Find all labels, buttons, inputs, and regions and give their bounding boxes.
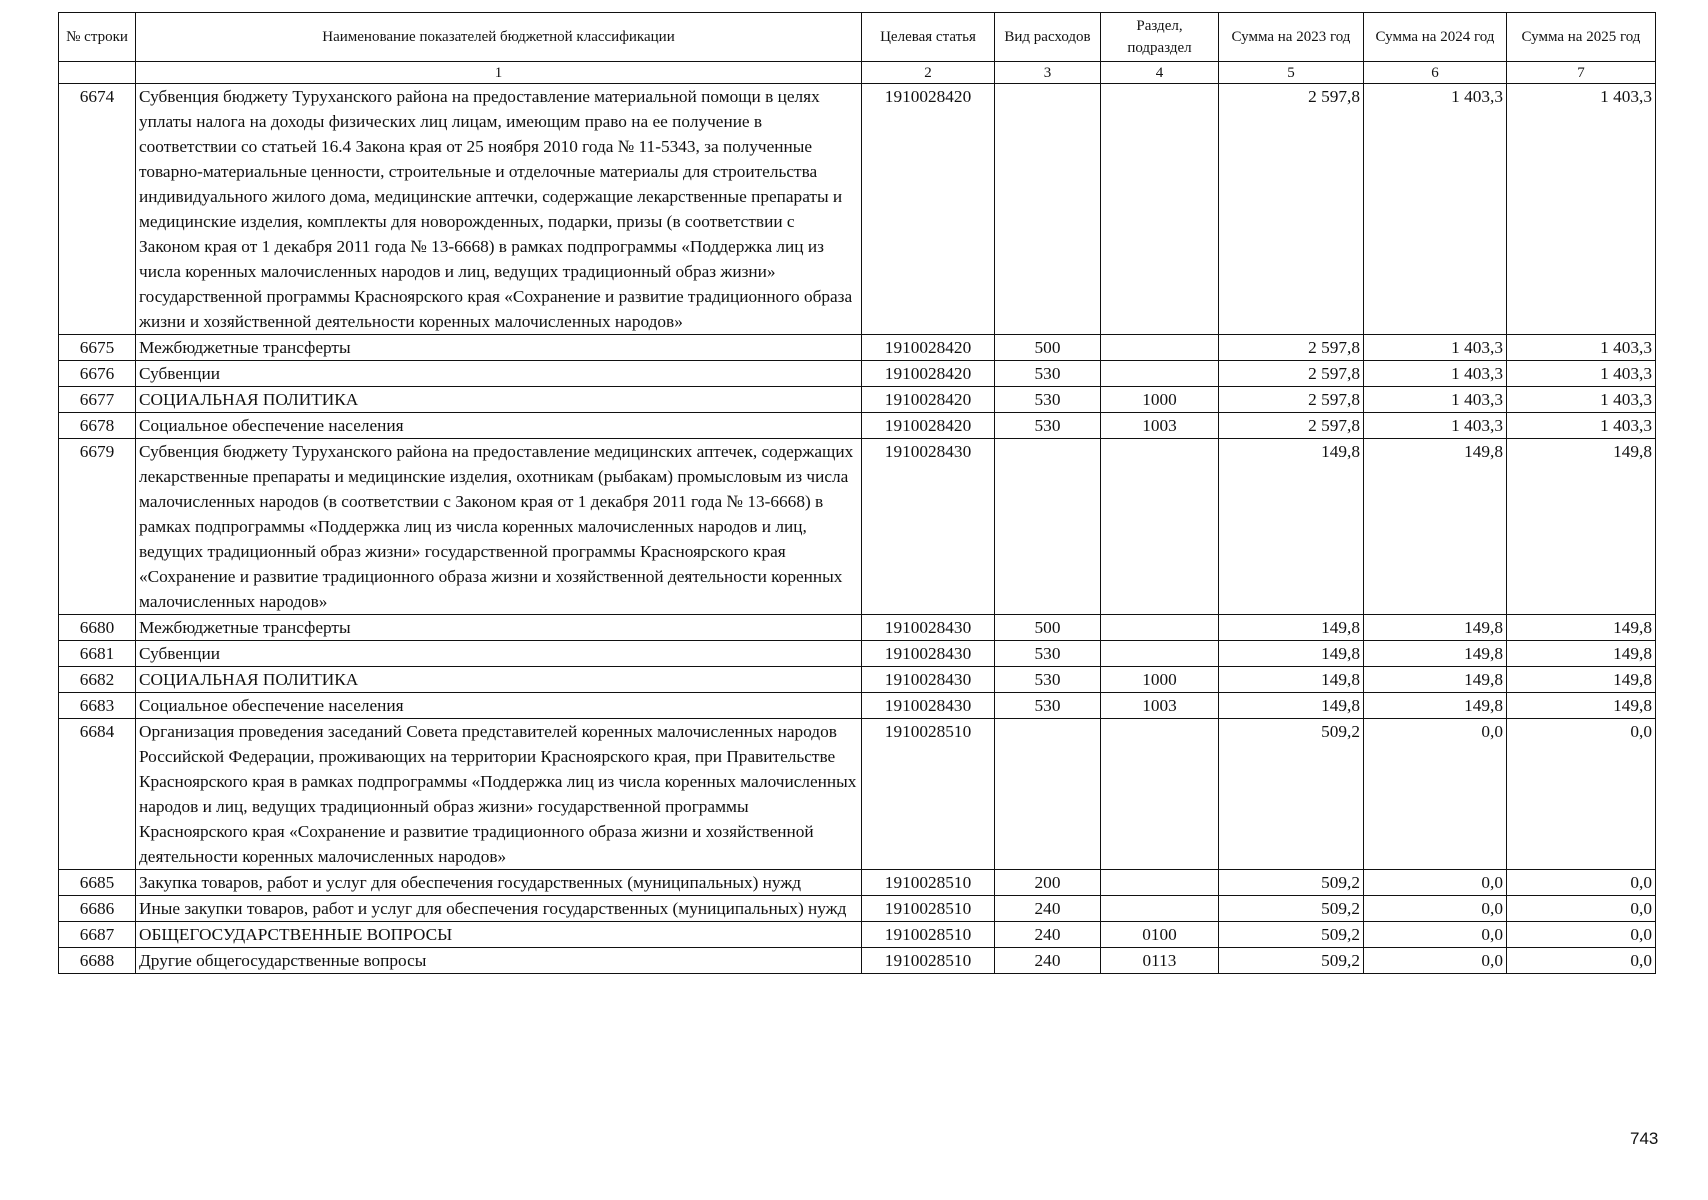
header-row-no: № строки <box>59 13 136 62</box>
header-sum-2024: Сумма на 2024 год <box>1364 13 1507 62</box>
sum-2024: 149,8 <box>1364 615 1507 641</box>
table-row <box>59 387 1656 413</box>
section-code: 0113 <box>1101 948 1219 974</box>
row-number: 6677 <box>59 387 136 413</box>
sum-2024: 0,0 <box>1364 870 1507 896</box>
sum-2025: 0,0 <box>1507 948 1656 974</box>
row-number: 6681 <box>59 641 136 667</box>
target-article: 1910028430 <box>862 641 995 667</box>
row-description: Субвенция бюджету Туруханского района на предоставление медицинских аптечек, содержащих лекарственные препараты и медицинские изделия, охотникам (рыбакам) промысловым из числа малочисленных народов (в соответствии с Законом края от 1 декабря 2011 года № 13-6668) в рамках подпрограммы «Поддержка лиц из числа коренных малочисленных народов и лиц, ведущих традиционный образ жизни» государственной программы Красноярского края «Сохранение и развитие традиционного образа жизни и хозяйственной деятельности коренных малочисленных народов» <box>136 439 862 615</box>
column-number: 4 <box>1101 62 1219 84</box>
sum-2023: 509,2 <box>1219 870 1364 896</box>
sum-2024: 0,0 <box>1364 896 1507 922</box>
table-row <box>59 335 1656 361</box>
section-code: 0100 <box>1101 922 1219 948</box>
sum-2023: 149,8 <box>1219 439 1364 615</box>
row-description: Межбюджетные трансферты <box>136 615 862 641</box>
sum-2025: 1 403,3 <box>1507 361 1656 387</box>
target-article: 1910028420 <box>862 413 995 439</box>
section-code: 1000 <box>1101 387 1219 413</box>
column-number: 3 <box>995 62 1101 84</box>
column-number <box>59 62 136 84</box>
sum-2025: 0,0 <box>1507 896 1656 922</box>
row-number: 6679 <box>59 439 136 615</box>
sum-2024: 149,8 <box>1364 693 1507 719</box>
row-description: Субвенции <box>136 361 862 387</box>
table-row <box>59 439 1656 615</box>
sum-2024: 0,0 <box>1364 719 1507 870</box>
table-row <box>59 948 1656 974</box>
row-description: Субвенция бюджету Туруханского района на предоставление материальной помощи в целях уплаты налога на доходы физических лиц лицам, имеющим право на ее получение в соответствии со статьей 16.4 Закона края от 25 ноября 2010 года № 11-5343, за полученные товарно-материальные ценности, строительные и отделочные материалы для строительства индивидуального жилого дома, медицинские аптечки, содержащие лекарственные препараты и медицинские изделия, комплекты для новорожденных, подарки, призы (в соответствии с Законом края от 1 декабря 2011 года № 13-6668) в рамках подпрограммы «Поддержка лиц из числа коренных малочисленных народов и лиц, ведущих традиционный образ жизни» государственной программы Красноярского края «Сохранение и развитие традиционного образа жизни и хозяйственной деятельности коренных малочисленных народов» <box>136 84 862 335</box>
expense-type: 530 <box>995 693 1101 719</box>
sum-2023: 2 597,8 <box>1219 387 1364 413</box>
sum-2025: 149,8 <box>1507 641 1656 667</box>
section-code: 1003 <box>1101 413 1219 439</box>
sum-2024: 149,8 <box>1364 641 1507 667</box>
row-description: Иные закупки товаров, работ и услуг для обеспечения государственных (муниципальных) нужд <box>136 896 862 922</box>
row-number: 6686 <box>59 896 136 922</box>
header-section: Раздел, подраздел <box>1101 13 1219 62</box>
sum-2024: 0,0 <box>1364 948 1507 974</box>
row-description: СОЦИАЛЬНАЯ ПОЛИТИКА <box>136 387 862 413</box>
row-description: Закупка товаров, работ и услуг для обеспечения государственных (муниципальных) нужд <box>136 870 862 896</box>
table-row <box>59 413 1656 439</box>
row-description: Организация проведения заседаний Совета представителей коренных малочисленных народов Российской Федерации, проживающих на территории Красноярского края, при Правительстве Красноярского края в рамках подпрограммы «Поддержка лиц из числа коренных малочисленных народов и лиц, ведущих традиционный образ жизни» государственной программы Красноярского края «Сохранение и развитие традиционного образа жизни и хозяйственной деятельности коренных малочисленных народов» <box>136 719 862 870</box>
expense-type: 530 <box>995 361 1101 387</box>
table-row <box>59 693 1656 719</box>
section-code <box>1101 439 1219 615</box>
column-number: 5 <box>1219 62 1364 84</box>
row-description: Другие общегосударственные вопросы <box>136 948 862 974</box>
sum-2025: 1 403,3 <box>1507 84 1656 335</box>
target-article: 1910028420 <box>862 335 995 361</box>
column-number: 1 <box>136 62 862 84</box>
row-number: 6675 <box>59 335 136 361</box>
sum-2023: 2 597,8 <box>1219 361 1364 387</box>
section-code <box>1101 896 1219 922</box>
section-code <box>1101 335 1219 361</box>
sum-2025: 149,8 <box>1507 693 1656 719</box>
target-article: 1910028430 <box>862 693 995 719</box>
expense-type: 530 <box>995 387 1101 413</box>
sum-2024: 1 403,3 <box>1364 361 1507 387</box>
sum-2025: 1 403,3 <box>1507 413 1656 439</box>
sum-2023: 509,2 <box>1219 896 1364 922</box>
row-description: Социальное обеспечение населения <box>136 413 862 439</box>
header-row <box>59 13 1656 62</box>
sum-2024: 1 403,3 <box>1364 84 1507 335</box>
row-number: 6687 <box>59 922 136 948</box>
column-number: 7 <box>1507 62 1656 84</box>
row-number: 6676 <box>59 361 136 387</box>
header-sum-2023: Сумма на 2023 год <box>1219 13 1364 62</box>
expense-type: 500 <box>995 615 1101 641</box>
row-number: 6674 <box>59 84 136 335</box>
header-name: Наименование показателей бюджетной классификации <box>136 13 862 62</box>
target-article: 1910028510 <box>862 870 995 896</box>
row-number: 6678 <box>59 413 136 439</box>
expense-type: 530 <box>995 641 1101 667</box>
sum-2025: 0,0 <box>1507 870 1656 896</box>
sum-2025: 149,8 <box>1507 439 1656 615</box>
sum-2025: 0,0 <box>1507 922 1656 948</box>
section-code: 1000 <box>1101 667 1219 693</box>
sum-2023: 2 597,8 <box>1219 84 1364 335</box>
expense-type: 240 <box>995 896 1101 922</box>
row-number: 6688 <box>59 948 136 974</box>
sum-2023: 2 597,8 <box>1219 335 1364 361</box>
sum-2023: 509,2 <box>1219 948 1364 974</box>
row-description: СОЦИАЛЬНАЯ ПОЛИТИКА <box>136 667 862 693</box>
row-number: 6684 <box>59 719 136 870</box>
row-number: 6680 <box>59 615 136 641</box>
header-expense-type: Вид расходов <box>995 13 1101 62</box>
column-number: 6 <box>1364 62 1507 84</box>
sum-2023: 509,2 <box>1219 922 1364 948</box>
expense-type <box>995 719 1101 870</box>
table-row <box>59 84 1656 335</box>
expense-type <box>995 439 1101 615</box>
sum-2024: 1 403,3 <box>1364 413 1507 439</box>
section-code <box>1101 870 1219 896</box>
row-description: Межбюджетные трансферты <box>136 335 862 361</box>
row-number: 6683 <box>59 693 136 719</box>
sum-2024: 149,8 <box>1364 439 1507 615</box>
target-article: 1910028430 <box>862 615 995 641</box>
row-number: 6685 <box>59 870 136 896</box>
sum-2024: 149,8 <box>1364 667 1507 693</box>
sum-2023: 509,2 <box>1219 719 1364 870</box>
section-code <box>1101 641 1219 667</box>
section-code <box>1101 615 1219 641</box>
section-code: 1003 <box>1101 693 1219 719</box>
section-code <box>1101 84 1219 335</box>
sum-2024: 0,0 <box>1364 922 1507 948</box>
target-article: 1910028420 <box>862 361 995 387</box>
column-number: 2 <box>862 62 995 84</box>
table-row <box>59 922 1656 948</box>
table-row <box>59 719 1656 870</box>
expense-type: 200 <box>995 870 1101 896</box>
row-description: Субвенции <box>136 641 862 667</box>
expense-type <box>995 84 1101 335</box>
row-number: 6682 <box>59 667 136 693</box>
row-description: ОБЩЕГОСУДАРСТВЕННЫЕ ВОПРОСЫ <box>136 922 862 948</box>
expense-type: 530 <box>995 413 1101 439</box>
header-target: Целевая статья <box>862 13 995 62</box>
target-article: 1910028420 <box>862 387 995 413</box>
expense-type: 240 <box>995 948 1101 974</box>
target-article: 1910028510 <box>862 719 995 870</box>
target-article: 1910028510 <box>862 896 995 922</box>
header-sum-2025: Сумма на 2025 год <box>1507 13 1656 62</box>
table-row <box>59 361 1656 387</box>
target-article: 1910028510 <box>862 948 995 974</box>
target-article: 1910028420 <box>862 84 995 335</box>
sum-2024: 1 403,3 <box>1364 335 1507 361</box>
budget-table <box>58 12 1656 974</box>
target-article: 1910028430 <box>862 667 995 693</box>
expense-type: 240 <box>995 922 1101 948</box>
target-article: 1910028430 <box>862 439 995 615</box>
section-code <box>1101 719 1219 870</box>
target-article: 1910028510 <box>862 922 995 948</box>
table-row <box>59 641 1656 667</box>
table-row <box>59 870 1656 896</box>
expense-type: 500 <box>995 335 1101 361</box>
row-description: Социальное обеспечение населения <box>136 693 862 719</box>
table-row <box>59 615 1656 641</box>
section-code <box>1101 361 1219 387</box>
sum-2023: 149,8 <box>1219 615 1364 641</box>
expense-type: 530 <box>995 667 1101 693</box>
table-row <box>59 896 1656 922</box>
sum-2024: 1 403,3 <box>1364 387 1507 413</box>
sum-2025: 1 403,3 <box>1507 387 1656 413</box>
sum-2023: 149,8 <box>1219 667 1364 693</box>
sum-2025: 0,0 <box>1507 719 1656 870</box>
page-number: 743 <box>1630 1129 1659 1148</box>
sum-2025: 1 403,3 <box>1507 335 1656 361</box>
sum-2023: 2 597,8 <box>1219 413 1364 439</box>
sum-2023: 149,8 <box>1219 693 1364 719</box>
table-row <box>59 667 1656 693</box>
sum-2025: 149,8 <box>1507 615 1656 641</box>
sum-2023: 149,8 <box>1219 641 1364 667</box>
column-number-row <box>59 62 1656 84</box>
sum-2025: 149,8 <box>1507 667 1656 693</box>
